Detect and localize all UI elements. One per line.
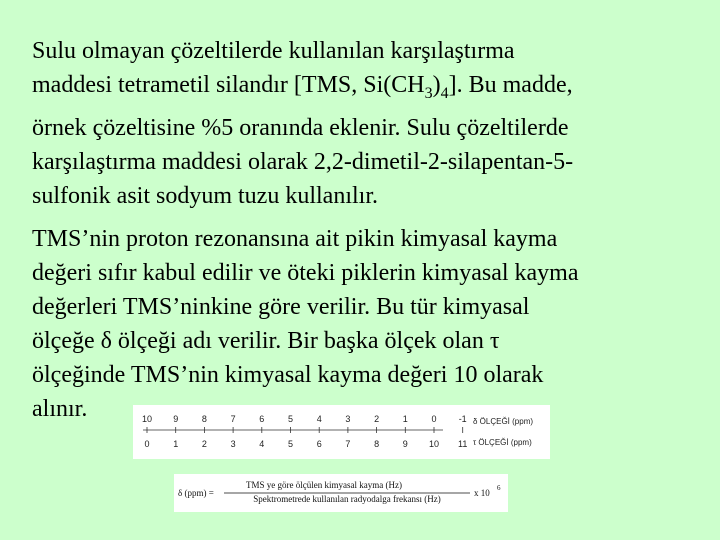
formula-denominator: Spektrometrede kullanılan radyodalga frekansı (Hz)	[253, 494, 441, 504]
tau-tick-label: 8	[374, 439, 380, 449]
delta-tick-label: 7	[230, 414, 236, 424]
text-line: değeri sıfır kabul edilir ve öteki piklerin kimyasal kayma	[32, 260, 579, 286]
text-line	[32, 68, 692, 111]
delta-tick-label: 1	[402, 414, 408, 424]
formula-svg	[174, 474, 508, 512]
text-span: ]. Bu madde,	[448, 72, 573, 98]
text-line: örnek çözeltisine %5 oranında eklenir. Sulu çözeltilerde	[32, 114, 569, 141]
delta-tick-label: -1	[458, 414, 467, 424]
tau-tick-label: 7	[345, 439, 351, 449]
delta-tick-label: 3	[345, 414, 351, 424]
formula-exponent: 6	[497, 484, 501, 492]
tau-tick-label: 10	[428, 439, 440, 449]
tau-scale-label: τ ÖLÇEĞİ (ppm)	[473, 438, 532, 447]
formula-multiplier: x 10	[474, 488, 490, 498]
text-line: ölçeğe δ ölçeği adı verilir. Bir başka ölçek olan τ	[32, 328, 500, 354]
delta-tick-label: 10	[141, 414, 153, 424]
tau-tick-label: 2	[201, 439, 207, 449]
delta-tick-label: 0	[431, 414, 437, 424]
tau-tick-label: 1	[173, 439, 179, 449]
scale-svg	[133, 405, 550, 459]
text-line: Sulu olmayan çözeltilerde kullanılan karşılaştırma	[32, 38, 515, 64]
subscript: 3	[424, 84, 433, 102]
text-line: ölçeğinde TMS’nin kimyasal kayma değeri 10 olarak	[32, 362, 544, 388]
tau-tick-label: 5	[287, 439, 294, 449]
text-line: değerleri TMS’ninkine göre verilir. Bu tür kimyasal	[32, 294, 530, 320]
delta-tick-label: 6	[259, 414, 265, 424]
tau-tick-label: 3	[230, 439, 236, 449]
delta-tau-scale-figure	[133, 405, 550, 459]
tau-tick-label: 4	[259, 439, 265, 449]
delta-formula-figure	[174, 474, 508, 512]
text-line: karşılaştırma maddesi olarak 2,2-dimetil-2-silapentan-5-	[32, 148, 574, 175]
text-line: sulfonik asit sodyum tuzu kullanılır.	[32, 182, 378, 209]
subscript: 4	[440, 84, 449, 102]
formula-lhs: δ (ppm) =	[178, 488, 214, 498]
text-span: maddesi tetrametil silandır [TMS, Si(CH	[32, 72, 425, 98]
tau-tick-label: 11	[458, 439, 468, 449]
delta-tick-label: 5	[287, 414, 294, 424]
text-line: alınır.	[32, 396, 88, 422]
paragraph-reference-compounds	[32, 34, 692, 213]
delta-tick-label: 2	[374, 414, 380, 424]
text-line: TMS’nin proton rezonansına ait pikin kimyasal kayma	[32, 226, 558, 252]
delta-scale-label: δ ÖLÇEĞİ (ppm)	[473, 417, 534, 426]
paragraph-chemical-shift-scales	[32, 222, 692, 426]
tau-tick-label: 9	[402, 439, 408, 449]
formula-numerator: TMS ye göre ölçülen kimyasal kayma (Hz)	[246, 480, 402, 490]
delta-tick-label: 4	[316, 414, 322, 424]
delta-tick-label: 8	[201, 414, 207, 424]
delta-tick-label: 9	[173, 414, 179, 424]
tau-tick-label: 6	[316, 439, 322, 449]
text-span: )	[432, 72, 441, 98]
tau-tick-label: 0	[144, 439, 150, 449]
